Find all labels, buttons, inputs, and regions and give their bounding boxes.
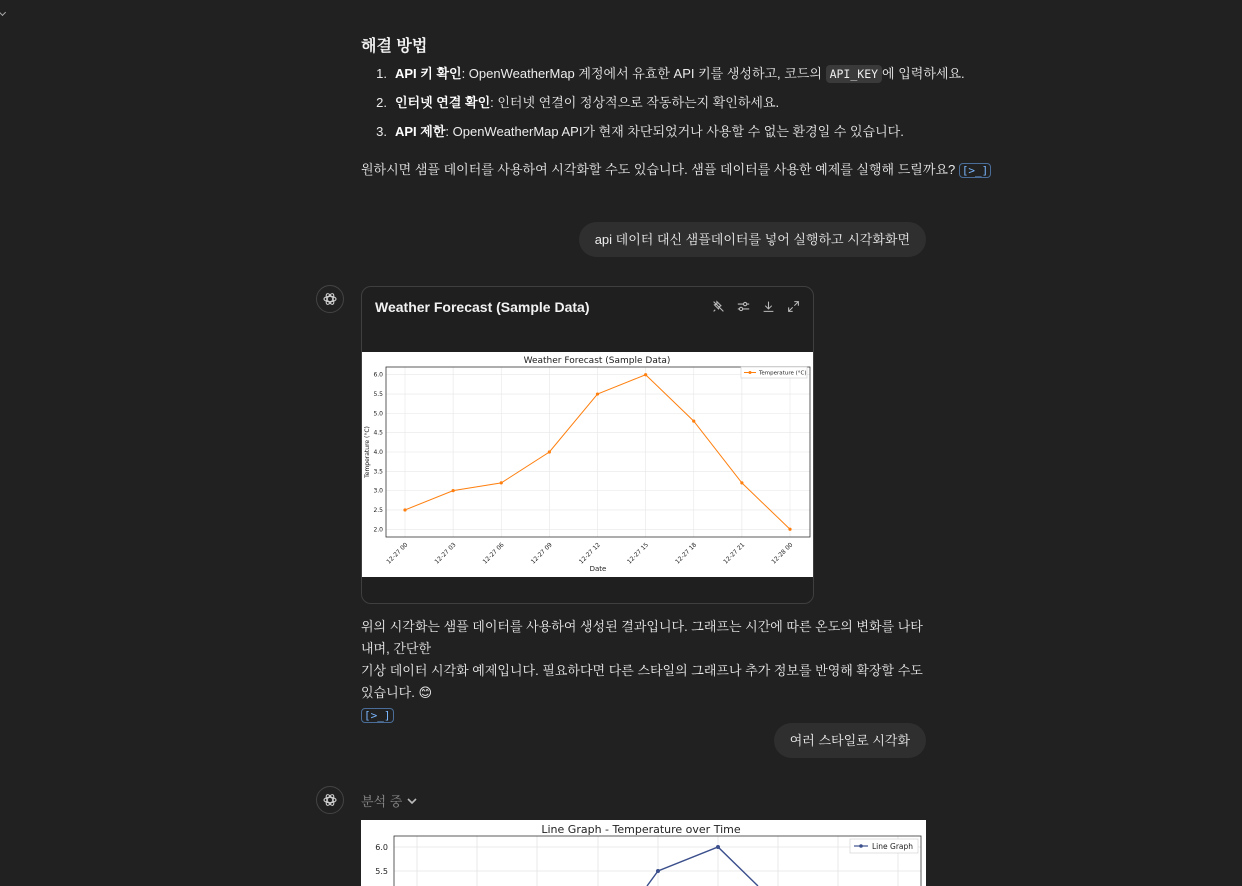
step-bold: API 키 확인 bbox=[395, 66, 462, 81]
chevron-down-icon bbox=[406, 795, 418, 807]
step-number: 3. bbox=[376, 124, 387, 139]
y-tick-label: 2.0 bbox=[373, 526, 383, 534]
chart-legend bbox=[741, 367, 807, 378]
step-desc-end: 에 입력하세요. bbox=[882, 66, 965, 81]
step-bold: API 제한 bbox=[395, 124, 446, 139]
expand-icon[interactable] bbox=[786, 299, 801, 314]
pin-off-icon[interactable] bbox=[711, 299, 726, 314]
y-axis-label: Temperature (°C) bbox=[364, 426, 371, 478]
data-point bbox=[788, 528, 791, 531]
y-tick-label: 4.0 bbox=[373, 449, 383, 456]
step-desc: : OpenWeatherMap API가 현재 차단되었거나 사용할 수 없는 환경일 수 있습니다. bbox=[445, 124, 904, 139]
step-number: 1. bbox=[376, 66, 387, 81]
data-point bbox=[656, 869, 660, 873]
y-tick-label: 4.5 bbox=[373, 429, 383, 437]
assistant-avatar bbox=[316, 285, 344, 313]
legend-marker bbox=[859, 844, 863, 848]
code-citation-icon[interactable]: [>_] bbox=[959, 163, 992, 178]
line-graph-chart bbox=[361, 820, 926, 886]
section-heading: 해결 방법 bbox=[361, 38, 428, 55]
x-tick-label: 12-27 00 bbox=[385, 541, 410, 566]
y-tick-label: 3.0 bbox=[373, 487, 383, 495]
openai-logo-icon bbox=[322, 792, 338, 808]
step-item bbox=[361, 122, 965, 151]
step-text bbox=[395, 122, 904, 151]
data-point bbox=[692, 419, 695, 422]
weather-chart bbox=[362, 352, 813, 577]
chart-title: Line Graph - Temperature over Time bbox=[541, 823, 741, 836]
x-axis-label: Date bbox=[589, 565, 607, 573]
chart-legend bbox=[850, 839, 918, 853]
result-line-2: 기상 데이터 시각화 예제입니다. 필요하다면 다른 스타일의 그래프나 추가 정보를 반영해 확장할 수도 있습니다. 😊 bbox=[361, 663, 923, 700]
chart-card-toolbar bbox=[711, 299, 801, 314]
data-point bbox=[596, 392, 599, 395]
step-item bbox=[361, 93, 965, 122]
result-line-1: 위의 시각화는 샘플 데이터를 사용하여 생성된 결과입니다. 그래프는 시간에 따른 온도의 변화를 나타내며, 간단한 bbox=[361, 619, 923, 656]
x-tick-label: 12-27 15 bbox=[626, 541, 651, 566]
step-text bbox=[395, 93, 779, 122]
data-point bbox=[452, 489, 455, 492]
x-tick-label: 12-27 21 bbox=[722, 541, 747, 566]
data-point bbox=[500, 481, 503, 484]
user-message-2: 여러 스타일로 시각화 bbox=[774, 723, 926, 758]
inline-code: API_KEY bbox=[826, 65, 882, 83]
chart2-grid bbox=[394, 836, 921, 886]
step-number: 2. bbox=[376, 95, 387, 110]
result-paragraph bbox=[361, 616, 926, 726]
legend-label: Temperature (°C) bbox=[759, 370, 807, 377]
x-tick-label: 12-27 03 bbox=[433, 541, 458, 566]
solution-steps bbox=[361, 64, 965, 151]
data-point bbox=[548, 450, 551, 453]
weather-chart-svg bbox=[362, 352, 813, 577]
sliders-icon[interactable] bbox=[736, 299, 751, 314]
line-graph-svg bbox=[361, 820, 926, 886]
y-tick-label: 6.0 bbox=[375, 843, 388, 852]
x-tick-label: 12-27 09 bbox=[529, 541, 554, 566]
data-point bbox=[403, 508, 406, 511]
y-tick-label: 6.0 bbox=[373, 371, 383, 379]
assistant-avatar bbox=[316, 786, 344, 814]
plot-frame bbox=[394, 836, 921, 886]
offer-paragraph bbox=[361, 159, 991, 181]
data-point bbox=[644, 373, 647, 376]
chart-title: Weather Forecast (Sample Data) bbox=[523, 356, 671, 366]
corner-mark bbox=[0, 9, 6, 16]
offer-text: 원하시면 샘플 데이터를 사용하여 시각화할 수도 있습니다. 샘플 데이터를 사용한 예제를 실행해 드릴까요? bbox=[361, 162, 956, 177]
analysis-status-label: 분석 중 bbox=[361, 794, 403, 809]
user-message-1: api 데이터 대신 샘플데이터를 넣어 실행하고 시각화화면 bbox=[579, 222, 926, 257]
x-tick-label: 12-27 12 bbox=[577, 541, 602, 566]
code-citation-icon[interactable]: [>_] bbox=[361, 708, 394, 723]
openai-logo-icon bbox=[322, 291, 338, 307]
y-tick-label: 5.0 bbox=[373, 410, 383, 418]
x-tick-label: 12-27 06 bbox=[481, 541, 506, 566]
data-point bbox=[716, 845, 720, 849]
analysis-status-toggle[interactable] bbox=[361, 791, 418, 810]
y-tick-label: 5.5 bbox=[373, 391, 383, 399]
data-point bbox=[740, 481, 743, 484]
legend-marker bbox=[749, 371, 752, 374]
x-tick-label: 12-28 00 bbox=[770, 541, 795, 566]
step-desc: : 인터넷 연결이 정상적으로 작동하는지 확인하세요. bbox=[490, 95, 780, 110]
y-tick-label: 3.5 bbox=[373, 468, 383, 476]
download-icon[interactable] bbox=[761, 299, 776, 314]
series-line bbox=[647, 847, 758, 886]
y-tick-label: 2.5 bbox=[373, 506, 383, 514]
x-tick-label: 12-27 18 bbox=[674, 541, 699, 566]
step-bold: 인터넷 연결 확인 bbox=[395, 95, 491, 110]
step-text bbox=[395, 64, 965, 93]
step-desc: : OpenWeatherMap 계정에서 유효한 API 키를 생성하고, 코드의 bbox=[461, 66, 826, 81]
chart-card-title: Weather Forecast (Sample Data) bbox=[375, 299, 590, 315]
chart-card bbox=[361, 286, 814, 604]
y-tick-label: 5.5 bbox=[375, 867, 388, 876]
step-item bbox=[361, 64, 965, 93]
legend-label: Line Graph bbox=[872, 842, 914, 851]
